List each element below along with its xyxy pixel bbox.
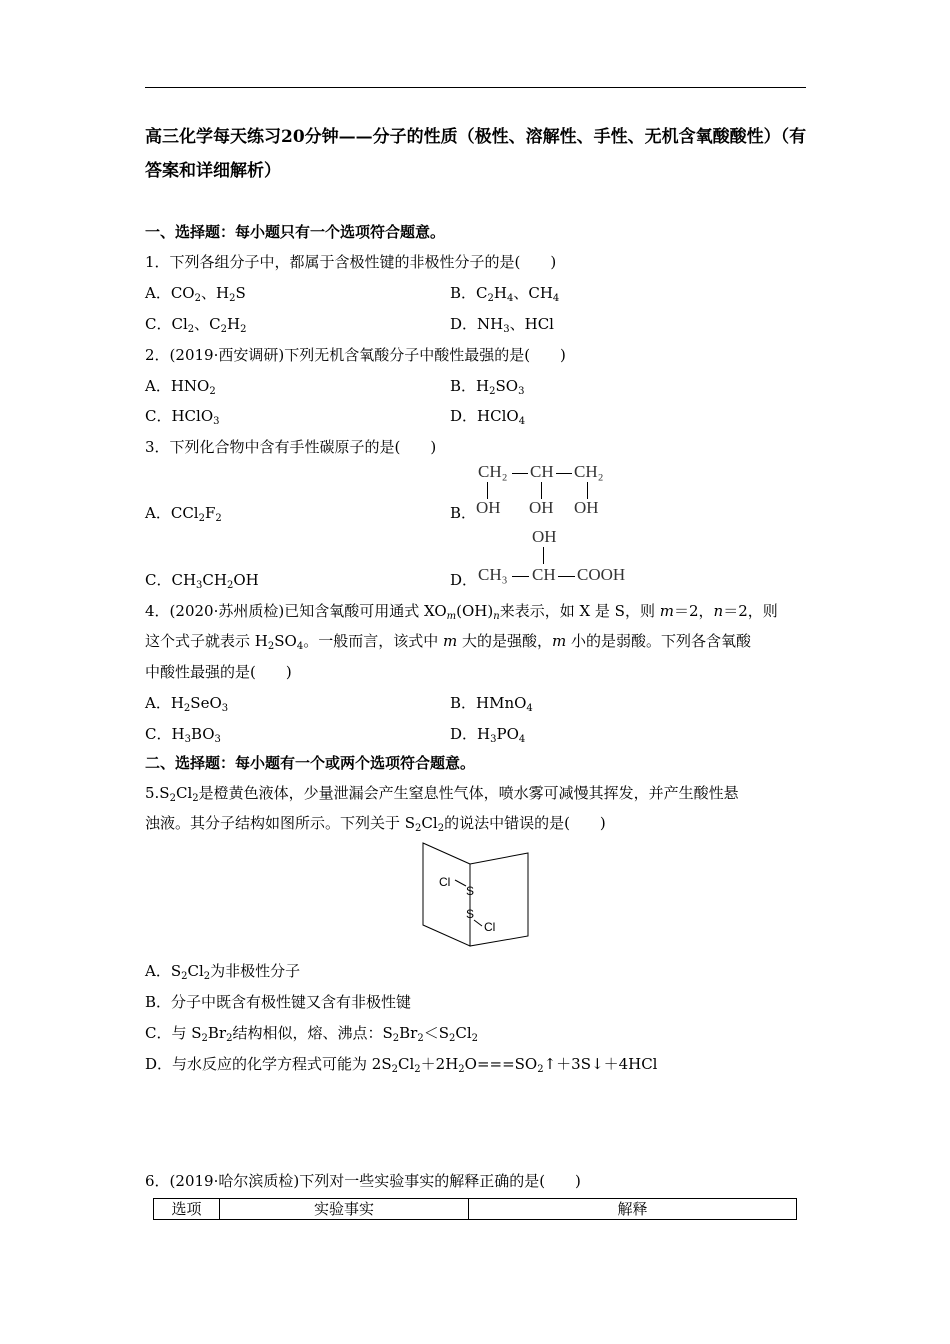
section-heading-2: 二、选择题：每小题有一个或两个选项符合题意。 — [145, 754, 476, 772]
question-3-option-a: A．$CCl_2F_2$ — [145, 504, 222, 524]
question-3-option-d-label: D． — [450, 571, 478, 589]
question-5-line-1: $5.S_2Cl_2$是橙黄色液体，少量泄漏会产生窒息性气体，喷水雾可减慢其挥发，并产生酸性悬 — [145, 784, 739, 804]
question-4-option-c: C．$H_3BO_3$ — [145, 725, 221, 745]
structure-b-oh-1: OH — [476, 498, 501, 517]
question-4-line-3: 中酸性最强的是( ) — [145, 663, 292, 681]
structure-d-ch3: CH₃ — [478, 565, 508, 584]
table-header-row — [154, 1199, 797, 1220]
question-4-line-2: 这个式子就表示 $H_2SO_4$。一般而言，该式中 m 大的是强酸，m 小的是弱酸。下列各含氧酸 — [145, 632, 751, 652]
structure-b-oh-3: OH — [574, 498, 599, 517]
question-1-option-a: A．$CO_2$、$H_2S$ — [145, 284, 246, 304]
table-header-option: 选项 — [154, 1199, 220, 1220]
s2cl2-structure-diagram — [418, 838, 534, 950]
question-3-option-b-label: B． — [450, 504, 477, 522]
question-6-table — [153, 1198, 797, 1220]
structure-d-oh: OH — [532, 527, 557, 546]
structure-b-ch2-right: CH₂ — [574, 462, 604, 481]
question-5-option-a: A．$S_2Cl_2$为非极性分子 — [145, 962, 301, 982]
document-title: 高三化学每天练习20分钟——分子的性质（极性、溶解性、手性、无机含氧酸酸性）（有答案和详细解析） — [145, 127, 807, 181]
diagram-s-top: S — [466, 884, 475, 898]
question-1-option-b: B．$C_2H_4$、$CH_4$ — [450, 284, 560, 304]
question-4-option-d: D．$H_3PO_4$ — [450, 725, 526, 745]
table-header-fact: 实验事实 — [220, 1199, 469, 1220]
structure-b-vbond-3 — [587, 482, 588, 499]
section-heading-1: 一、选择题：每小题只有一个选项符合题意。 — [145, 223, 446, 241]
diagram-cl-bottom: Cl — [484, 920, 496, 934]
structure-d-bond-1 — [512, 576, 529, 577]
question-5-option-d: D．与水反应的化学方程式可能为 $2S_2Cl_2+2H_2O===SO_2↑+3S↓+4HCl$ — [145, 1055, 658, 1075]
question-5-option-c: C．与 $S_2Br_2$结构相似，熔、沸点：$S_2Br_2<S_2Cl_2$ — [145, 1024, 479, 1044]
structure-b-vbond-1 — [487, 482, 488, 499]
structure-d-vbond — [543, 547, 544, 564]
question-1-option-c: C．$Cl_2$、$C_2H_2$ — [145, 315, 247, 335]
question-2-stem: 2．(2019·西安调研)下列无机含氧酸分子中酸性最强的是( ) — [145, 346, 566, 364]
diagram-s-bottom: S — [466, 907, 475, 921]
structure-b-ch2-left: CH₂ — [478, 462, 508, 481]
question-3-stem: 3．下列化合物中含有手性碳原子的是( ) — [145, 438, 437, 456]
question-2-option-d: D．HClO$_4$ — [450, 407, 526, 427]
question-4-option-a: A．$H_2SeO_3$ — [145, 694, 229, 714]
question-1-stem: 1．下列各组分子中，都属于含极性键的非极性分子的是( ) — [145, 253, 557, 271]
question-1-option-d: D．$NH_3$、HCl — [450, 315, 554, 335]
question-4-option-b: B．HMnO$_4$ — [450, 694, 533, 714]
question-5-line-2: 浊液。其分子结构如图所示。下列关于 $S_2Cl_2$的说法中错误的是( ) — [145, 814, 606, 834]
question-5-option-b: B．分子中既含有极性键又含有非极性键 — [145, 993, 412, 1011]
structure-d-cooh: COOH — [577, 565, 626, 584]
structure-b-bond-1 — [512, 473, 528, 474]
header-rule — [145, 87, 806, 88]
structure-b-ch: CH — [530, 462, 554, 481]
structure-d-ch: CH — [532, 565, 556, 584]
question-3-option-c: C．$CH_3CH_2OH$ — [145, 571, 259, 591]
diagram-cl-top: Cl — [439, 875, 451, 889]
structure-b-vbond-2 — [541, 482, 542, 499]
structure-b-oh-2: OH — [529, 498, 554, 517]
table-header-explanation: 解释 — [469, 1199, 797, 1220]
question-6-stem: 6．(2019·哈尔滨质检)下列对一些实验事实的解释正确的是( ) — [145, 1172, 581, 1190]
question-2-option-c: C．HClO$_3$ — [145, 407, 220, 427]
question-4-line-1: 4．(2020·苏州质检)已知含氧酸可用通式 $XO_m(OH)_n$来表示，如 X 是 S，则 m＝2，n＝2，则 — [145, 602, 778, 622]
question-2-option-b: B．$H_2SO_3$ — [450, 377, 525, 397]
question-2-option-a: A．$HNO_2$ — [145, 377, 216, 397]
structure-d-bond-2 — [558, 576, 575, 577]
structure-b-bond-2 — [556, 473, 572, 474]
